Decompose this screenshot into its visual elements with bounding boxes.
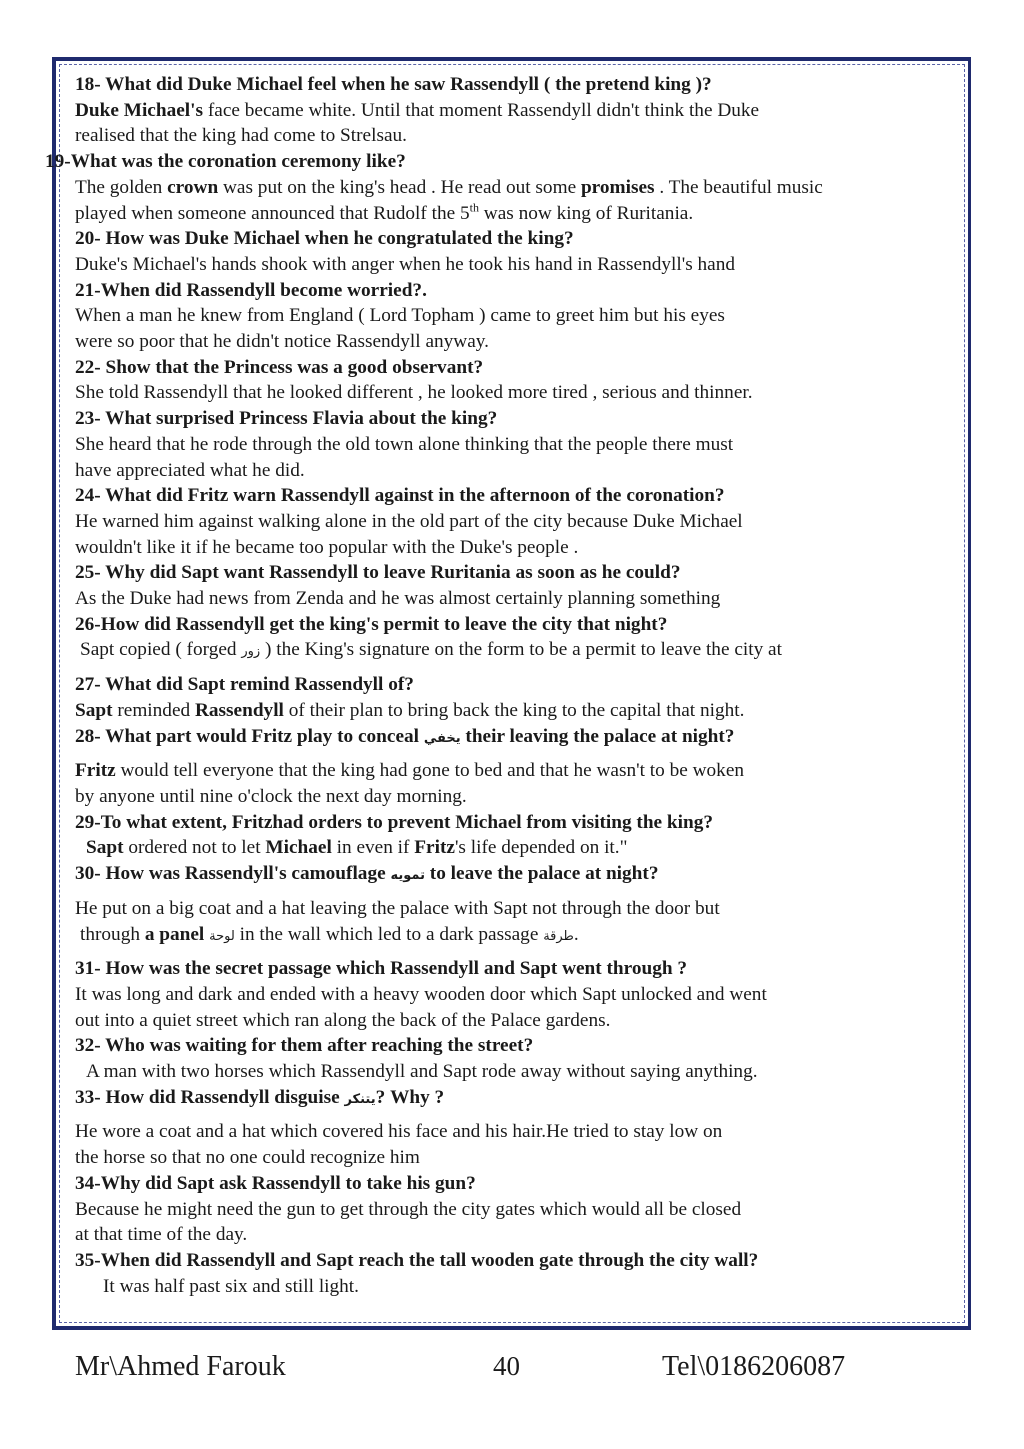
answer-20-line-1: Duke's Michael's hands shook with anger when he took his hand in Rassendyll's hand — [75, 253, 735, 275]
question-28: 28- What part would Fritz play to conceal يخفي their leaving the palace at night? — [75, 725, 735, 747]
answer-33-line-1: He wore a coat and a hat which covered his face and his hair.He tried to stay low on — [75, 1121, 723, 1143]
answer-30-line-2: through a panel لوحة in the wall which led to a dark passage طرقة. — [80, 923, 579, 945]
answer-25-line-1: As the Duke had news from Zenda and he was almost certainly planning something — [75, 588, 721, 610]
answer-24-line-1: He warned him against walking alone in the old part of the city because Duke Michael — [75, 510, 743, 532]
question-27: 27- What did Sapt remind Rassendyll of? — [75, 674, 414, 696]
footer-author: Mr\Ahmed Farouk — [75, 1351, 286, 1382]
question-26: 26-How did Rassendyll get the king's permit to leave the city that night? — [75, 613, 668, 635]
answer-28-line-2: by anyone until nine o'clock the next day morning. — [75, 785, 467, 807]
question-29: 29-To what extent, Fritzhad orders to prevent Michael from visiting the king? — [75, 811, 714, 833]
question-33: 33- How did Rassendyll disguise يتنكر? Why ? — [75, 1086, 445, 1108]
page-number: 40 — [493, 1351, 520, 1381]
answer-21-line-2: were so poor that he didn't notice Rassendyll anyway. — [75, 331, 489, 353]
answer-31-line-2: out into a quiet street which ran along the back of the Palace gardens. — [75, 1009, 611, 1031]
question-32: 32- Who was waiting for them after reaching the street? — [75, 1035, 534, 1057]
answer-35-line-1: It was half past six and still light. — [103, 1275, 359, 1297]
question-19: 19-What was the coronation ceremony like? — [45, 151, 406, 173]
question-30: 30- How was Rassendyll's camouflage تمويه to leave the palace at night? — [75, 863, 659, 885]
answer-18-line-2: realised that the king had come to Strelsau. — [75, 125, 407, 147]
answer-32-line-1: A man with two horses which Rassendyll and Sapt rode away without saying anything. — [86, 1061, 758, 1083]
answer-34-line-2: at that time of the day. — [75, 1224, 248, 1246]
question-24: 24- What did Fritz warn Rassendyll against in the afternoon of the coronation? — [75, 485, 725, 507]
answer-23-line-2: have appreciated what he did. — [75, 459, 305, 481]
answer-18-line-1: Duke Michael's face became white. Until that moment Rassendyll didn't think the Duke — [75, 99, 760, 121]
footer-telephone: Tel\0186206087 — [662, 1351, 846, 1382]
answer-23-line-1: She heard that he rode through the old town alone thinking that the people there must — [75, 433, 734, 455]
answer-22-line-1: She told Rassendyll that he looked different , he looked more tired , serious and thinner. — [75, 382, 753, 404]
question-23: 23- What surprised Princess Flavia about the king? — [75, 408, 498, 430]
question-21: 21-When did Rassendyll become worried?. — [75, 279, 427, 301]
answer-30-line-1: He put on a big coat and a hat leaving the palace with Sapt not through the door but — [75, 897, 720, 919]
question-35: 35-When did Rassendyll and Sapt reach the tall wooden gate through the city wall? — [75, 1249, 759, 1271]
answer-21-line-1: When a man he knew from England ( Lord Topham ) came to greet him but his eyes — [75, 305, 725, 327]
question-34: 34-Why did Sapt ask Rassendyll to take his gun? — [75, 1172, 476, 1194]
answer-27-line-1: Sapt reminded Rassendyll of their plan to bring back the king to the capital that night. — [75, 699, 745, 721]
answer-24-line-2: wouldn't like it if he became too popular with the Duke's people . — [75, 536, 579, 558]
question-25: 25- Why did Sapt want Rassendyll to leave Ruritania as soon as he could? — [75, 562, 681, 584]
question-20: 20- How was Duke Michael when he congratulated the king? — [75, 228, 574, 250]
question-22: 22- Show that the Princess was a good observant? — [75, 356, 484, 378]
qa-content — [0, 72, 960, 1299]
answer-34-line-1: Because he might need the gun to get through the city gates which would all be closed — [75, 1198, 742, 1220]
question-31: 31- How was the secret passage which Rassendyll and Sapt went through ? — [75, 958, 688, 980]
answer-33-line-2: the horse so that no one could recognize him — [75, 1147, 420, 1169]
page-footer — [0, 1351, 1024, 1391]
answer-19-line-1: The golden crown was put on the king's head . He read out some promises . The beautiful music — [75, 176, 823, 198]
answer-26-line-1: Sapt copied ( forged زور ) the King's signature on the form to be a permit to leave the city at — [80, 639, 782, 661]
answer-31-line-1: It was long and dark and ended with a heavy wooden door which Sapt unlocked and went — [75, 983, 767, 1005]
question-18: 18- What did Duke Michael feel when he saw Rassendyll ( the pretend king )? — [75, 74, 712, 95]
answer-29-line-1: Sapt ordered not to let Michael in even if Fritz's life depended on it." — [86, 837, 628, 859]
answer-28-line-1: Fritz would tell everyone that the king had gone to bed and that he wasn't to be woken — [75, 760, 745, 782]
answer-19-line-2: played when someone announced that Rudolf the 5th was now king of Ruritania. — [75, 200, 694, 224]
